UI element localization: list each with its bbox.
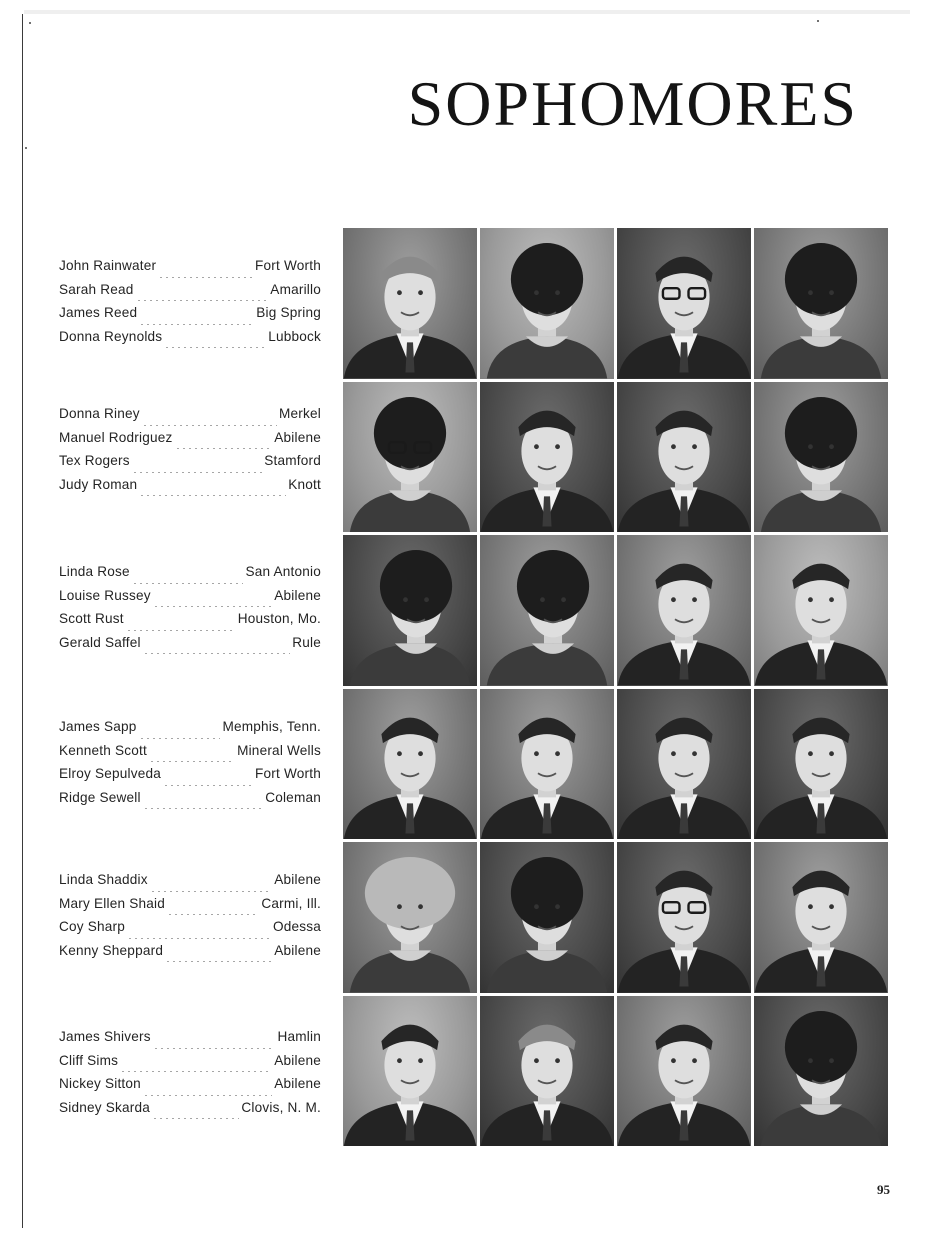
student-hometown: Rule — [292, 634, 321, 650]
student-name: Ridge Sewell — [59, 789, 141, 805]
leader-dots — [143, 808, 263, 809]
student-name: Donna Reynolds — [59, 328, 163, 344]
student-hometown: Memphis, Tenn. — [222, 719, 321, 734]
student-entry — [59, 477, 321, 501]
student-hometown: Fort Worth — [255, 258, 321, 273]
leader-dots — [132, 583, 244, 584]
student-entry — [59, 790, 321, 814]
student-hometown: Houston, Mo. — [237, 611, 321, 626]
student-name: Tex Rogers — [59, 453, 130, 468]
print-speck — [817, 20, 819, 22]
leader-dots — [164, 347, 266, 348]
student-portrait — [343, 996, 477, 1147]
student-entry — [59, 896, 321, 920]
student-portrait — [617, 842, 751, 993]
student-entry — [59, 919, 321, 943]
leader-dots — [126, 630, 236, 631]
leader-dots — [153, 1048, 276, 1049]
student-entry — [59, 430, 321, 454]
student-hometown: Abilene — [274, 429, 321, 445]
student-entry — [59, 766, 321, 790]
student-portrait — [617, 535, 751, 686]
name-group — [59, 406, 321, 500]
leader-dots — [158, 277, 253, 278]
student-portrait — [343, 228, 477, 379]
student-portrait — [617, 689, 751, 840]
student-hometown: Odessa — [272, 919, 321, 934]
student-hometown: Abilene — [274, 872, 321, 887]
leader-dots — [175, 448, 273, 449]
student-name: Mary Ellen Shaid — [59, 895, 165, 911]
student-portrait — [480, 996, 614, 1147]
student-portrait — [480, 842, 614, 993]
student-entry — [59, 872, 321, 896]
student-portrait — [343, 689, 477, 840]
student-name: Gerald Saffel — [59, 634, 141, 650]
student-hometown: Abilene — [274, 587, 321, 603]
leader-dots — [127, 938, 271, 939]
student-portrait — [754, 535, 888, 686]
student-portrait — [754, 228, 888, 379]
leader-dots — [165, 961, 272, 962]
name-group — [59, 872, 321, 966]
student-portrait — [480, 228, 614, 379]
student-hometown: Clovis, N. M. — [241, 1099, 321, 1115]
leader-dots — [153, 606, 272, 607]
student-portrait — [343, 842, 477, 993]
student-name: Manuel Rodriguez — [59, 429, 173, 445]
student-name: Kenny Sheppard — [59, 942, 164, 958]
student-hometown: Big Spring — [256, 305, 321, 320]
leader-dots — [143, 1095, 272, 1096]
student-portrait — [754, 842, 888, 993]
leader-dots — [139, 495, 286, 496]
name-group — [59, 1029, 321, 1123]
leader-dots — [150, 891, 272, 892]
student-entry — [59, 564, 321, 588]
leader-dots — [136, 300, 269, 301]
student-entry — [59, 719, 321, 743]
student-hometown: Hamlin — [277, 1029, 321, 1044]
student-hometown: Stamford — [264, 453, 321, 468]
name-group — [59, 564, 321, 658]
student-portrait — [480, 382, 614, 533]
student-hometown: San Antonio — [245, 564, 321, 579]
student-hometown: Coleman — [265, 789, 321, 805]
student-hometown: Mineral Wells — [237, 742, 321, 758]
student-entry — [59, 1100, 321, 1124]
student-entry — [59, 743, 321, 767]
student-name: Donna Riney — [59, 406, 140, 421]
student-name: Nickey Sitton — [59, 1076, 141, 1091]
student-name: Scott Rust — [59, 611, 124, 626]
student-name: Judy Roman — [59, 476, 138, 492]
student-name: Cliff Sims — [59, 1052, 119, 1068]
student-hometown: Lubbock — [268, 328, 321, 344]
leader-dots — [152, 1118, 239, 1119]
student-portrait — [343, 535, 477, 686]
student-entry — [59, 329, 321, 353]
leader-dots — [139, 738, 221, 739]
student-entry — [59, 1076, 321, 1100]
student-hometown: Carmi, Ill. — [261, 895, 321, 911]
student-name: Sidney Skarda — [59, 1099, 151, 1115]
leader-dots — [143, 653, 291, 654]
student-entry — [59, 943, 321, 967]
student-name: Sarah Read — [59, 281, 134, 297]
student-hometown: Abilene — [274, 1052, 321, 1068]
student-name: Linda Shaddix — [59, 872, 148, 887]
student-entry — [59, 1053, 321, 1077]
student-entry — [59, 635, 321, 659]
name-group — [59, 719, 321, 813]
student-portrait — [480, 535, 614, 686]
student-hometown: Abilene — [274, 1076, 321, 1091]
student-portrait — [754, 996, 888, 1147]
leader-dots — [142, 425, 277, 426]
name-group — [59, 258, 321, 352]
student-entry — [59, 406, 321, 430]
student-name: Louise Russey — [59, 587, 151, 603]
page-number: 95 — [877, 1182, 890, 1197]
student-hometown: Amarillo — [270, 281, 321, 297]
student-entry — [59, 588, 321, 612]
student-entry — [59, 305, 321, 329]
student-portrait — [617, 228, 751, 379]
student-name: John Rainwater — [59, 258, 157, 273]
portrait-grid — [343, 228, 888, 1146]
leader-dots — [132, 472, 262, 473]
student-name: Linda Rose — [59, 564, 130, 579]
student-name: Elroy Sepulveda — [59, 766, 161, 781]
student-hometown: Fort Worth — [255, 766, 321, 781]
student-name: Coy Sharp — [59, 919, 126, 934]
student-hometown: Abilene — [274, 942, 321, 958]
student-entry — [59, 282, 321, 306]
student-portrait — [754, 382, 888, 533]
student-name: James Shivers — [59, 1029, 151, 1044]
page-title: SOPHOMORES — [407, 68, 858, 139]
leader-dots — [163, 785, 253, 786]
leader-dots — [167, 914, 259, 915]
leader-dots — [139, 324, 254, 325]
leader-dots — [120, 1071, 272, 1072]
student-portrait — [617, 382, 751, 533]
leader-dots — [149, 761, 235, 762]
student-hometown: Merkel — [279, 406, 321, 421]
print-speck — [25, 147, 27, 149]
student-hometown: Knott — [288, 476, 321, 492]
student-portrait — [617, 996, 751, 1147]
student-portrait — [343, 382, 477, 533]
student-entry — [59, 453, 321, 477]
student-entry — [59, 611, 321, 635]
print-speck — [29, 22, 31, 24]
page-binding-edge — [22, 14, 23, 1228]
student-portrait — [754, 689, 888, 840]
student-entry — [59, 258, 321, 282]
page-top-shade — [24, 10, 910, 14]
student-name: Kenneth Scott — [59, 742, 147, 758]
student-entry — [59, 1029, 321, 1053]
student-name: James Reed — [59, 305, 138, 320]
student-name: James Sapp — [59, 719, 137, 734]
student-portrait — [480, 689, 614, 840]
